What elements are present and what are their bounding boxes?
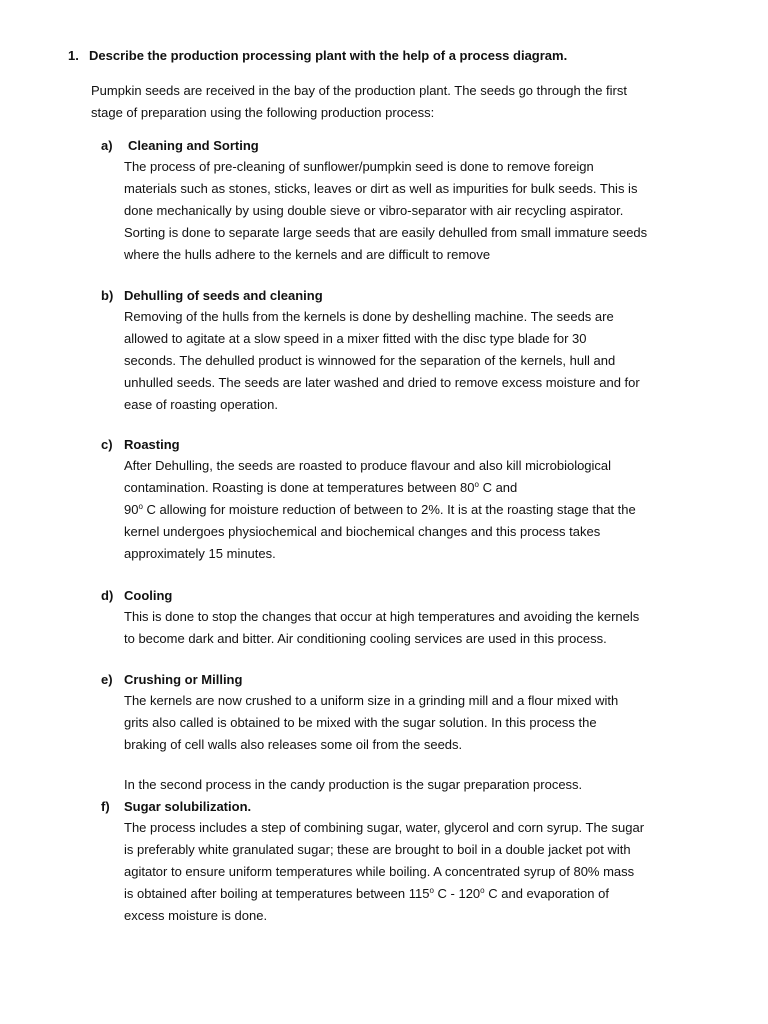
degree-superscript: o (480, 886, 485, 895)
section-title: Cooling (124, 588, 173, 603)
text-run: C allowing for moisture reduction of between to 2%. It is at the roasting stage that the (142, 502, 636, 517)
body-line: grits also called is obtained to be mixed with the sugar solution. In this process the (124, 715, 597, 730)
body-line: After Dehulling, the seeds are roasted to produce flavour and also kill microbiological (124, 458, 612, 473)
text-run: is obtained after boiling at temperatures between 115 (124, 886, 430, 901)
intro-line: stage of preparation using the following production process: (91, 105, 435, 120)
intro-paragraph (91, 80, 691, 124)
degree-superscript: o (429, 886, 434, 895)
section-body (124, 606, 684, 650)
text-run: 90 (124, 502, 139, 517)
body-line: allowed to agitate at a slow speed in a mixer fitted with the disc type blade for 30 (124, 331, 587, 346)
body-line: to become dark and bitter. Air conditioning cooling services are used in this process. (124, 631, 607, 646)
section-roasting (101, 435, 691, 565)
section-title: Dehulling of seeds and cleaning (124, 288, 323, 303)
section-letter: e) (101, 672, 113, 687)
body-line: approximately 15 minutes. (124, 546, 276, 561)
body-line: seconds. The dehulled product is winnowed for the separation of the kernels, hull and (124, 353, 616, 368)
text-run: C - 120 (433, 886, 481, 901)
body-line: unhulled seeds. The seeds are later washed and dried to remove excess moisture and for (124, 375, 640, 390)
body-line: The kernels are now crushed to a uniform size in a grinding mill and a flour mixed with (124, 693, 619, 708)
text-run: C and (478, 480, 518, 495)
section-heading (101, 670, 691, 690)
section-body (124, 817, 684, 927)
body-line: done mechanically by using double sieve or vibro-separator with air recycling aspirator. (124, 203, 624, 218)
section-sugar-solubilization (101, 797, 691, 927)
body-line: This is done to stop the changes that occur at high temperatures and avoiding the kernels (124, 609, 640, 624)
body-line: Sorting is done to separate large seeds that are easily dehulled from small immature seeds (124, 225, 648, 240)
body-line (124, 883, 684, 905)
section-body (124, 690, 684, 756)
section-body (124, 306, 684, 416)
section-crushing-milling (101, 670, 691, 756)
body-line: ease of roasting operation. (124, 397, 278, 412)
section-heading (101, 435, 691, 455)
body-line (124, 477, 684, 499)
body-line: The process includes a step of combining sugar, water, glycerol and corn syrup. The sugar (124, 820, 645, 835)
second-process-paragraph: In the second process in the candy production is the sugar preparation process. (124, 777, 583, 792)
body-line: materials such as stones, sticks, leaves or dirt as well as impurities for bulk seeds. This is (124, 181, 638, 196)
section-letter: c) (101, 437, 113, 452)
section-letter: d) (101, 588, 114, 603)
body-line: where the hulls adhere to the kernels and are difficult to remove (124, 247, 491, 262)
body-line: The process of pre-cleaning of sunflower/pumpkin seed is done to remove foreign (124, 159, 594, 174)
section-cleaning-sorting (101, 136, 691, 266)
body-line: Removing of the hulls from the kernels is done by deshelling machine. The seeds are (124, 309, 614, 324)
section-letter: a) (101, 138, 113, 153)
section-title: Sugar solubilization. (124, 799, 252, 814)
section-dehulling (101, 286, 691, 416)
section-cooling (101, 586, 691, 650)
body-line (124, 499, 684, 521)
question-number: 1. (68, 48, 79, 63)
section-letter: f) (101, 799, 110, 814)
body-line: braking of cell walls also releases some oil from the seeds. (124, 737, 463, 752)
section-letter: b) (101, 288, 114, 303)
section-body (124, 156, 684, 266)
degree-superscript: o (138, 502, 143, 511)
body-line: kernel undergoes physiochemical and biochemical changes and this process takes (124, 524, 601, 539)
body-line: agitator to ensure uniform temperatures while boiling. A concentrated syrup of 80% mass (124, 864, 635, 879)
section-heading (101, 586, 691, 606)
intro-line: Pumpkin seeds are received in the bay of the production plant. The seeds go through the first (91, 83, 627, 98)
section-heading (101, 286, 691, 306)
question-text: Describe the production processing plant with the help of a process diagram. (89, 48, 568, 63)
section-body (124, 455, 684, 565)
text-run: C and evaporation of (484, 886, 609, 901)
text-run: contamination. Roasting is done at temperatures between 80 (124, 480, 475, 495)
body-line: excess moisture is done. (124, 908, 268, 923)
body-line: is preferably white granulated sugar; these are brought to boil in a double jacket pot with (124, 842, 631, 857)
section-title: Crushing or Milling (124, 672, 243, 687)
degree-superscript: o (474, 480, 479, 489)
section-title: Roasting (124, 437, 180, 452)
section-title: Cleaning and Sorting (128, 138, 259, 153)
question-heading (68, 46, 567, 66)
section-heading (101, 136, 691, 156)
section-heading (101, 797, 691, 817)
